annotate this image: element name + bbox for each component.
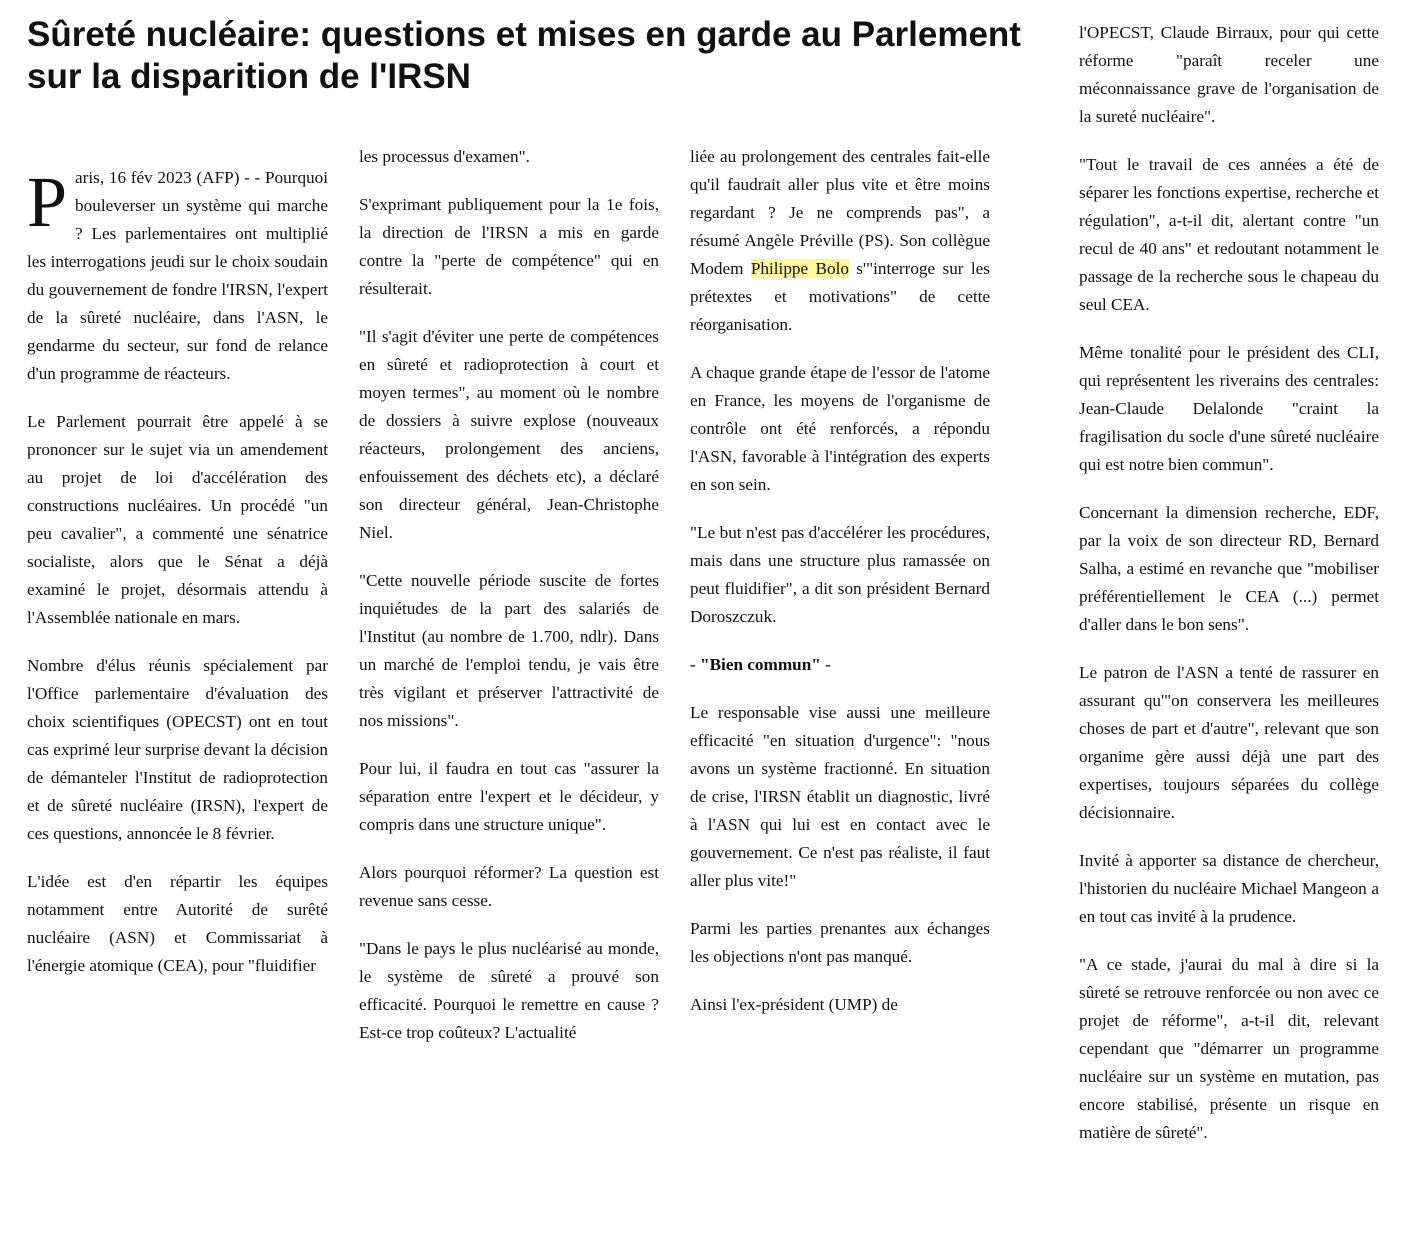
paragraph: Pour lui, il faudra en tout cas "assurer la séparation entre l'expert et le décideur, y compris dans une structure unique". xyxy=(359,759,659,834)
paragraph: A chaque grande étape de l'essor de l'atome en France, les moyens de l'organisme de contrôle ont été renforcés, a répondu l'ASN, favorable à l'intégration des experts en son sein. xyxy=(690,363,990,494)
paragraph: "Dans le pays le plus nucléarisé au monde, le système de sûreté a prouvé son efficacité. Pourquoi le remettre en cause ? Est-ce trop coûteux? L'actualité xyxy=(359,939,659,1042)
paragraph: "Tout le travail de ces années a été de séparer les fonctions expertise, recherche et régulation", a-t-il dit, alertant contre "un recul de 40 ans" et redoutant notamment le passage de la recherche sous le chapeau du seul CEA. xyxy=(1079,155,1379,314)
paragraph: Le responsable vise aussi une meilleure efficacité "en situation d'urgence": "nous avons un système fractionné. En situation de crise, l'IRSN établit un diagnostic, livré à l'ASN qui lui est en contact avec le gouvernement. Ce n'est pas réaliste, il faut aller plus vite!" xyxy=(690,703,990,890)
paragraph: S'exprimant publiquement pour la 1e fois, la direction de l'IRSN a mis en garde contre la "perte de compétence" qui en résulterait. xyxy=(359,195,659,298)
text-run: s'"interroge sur les prétextes et motivations" de cette réorganisation. xyxy=(690,259,990,334)
article-column-3 xyxy=(690,143,990,1039)
paragraph: Même tonalité pour le président des CLI, qui représentent les riverains des centrales: Jean-Claude Delalonde "craint la fragilisation du socle d'une sûreté nucléaire qui est notre bien commun". xyxy=(1079,343,1379,474)
lead-text: aris, 16 fév 2023 (AFP) - - Pourquoi bouleverser un système qui marche ? Les parlementaires ont multiplié les interrogations jeudi sur le choix soudain du gouvernement de fondre l'IRSN, l'expert de la sûreté nucléaire, dans l'ASN, le gendarme du secteur, sur fond de relance d'un programme de réacteurs. xyxy=(27,168,328,383)
paragraph xyxy=(690,143,990,339)
drop-cap: P xyxy=(27,162,68,242)
paragraph: "Cette nouvelle période suscite de fortes inquiétudes de la part des salariés de l'Institut (au nombre de 1.700, ndlr). Dans un marché de l'emploi tendu, je vais être très vigilant et préserver l'attractivité de nos missions". xyxy=(359,571,659,730)
article-column-4 xyxy=(1079,19,1379,1167)
article-column-2 xyxy=(359,143,659,1067)
subheading-suffix: - xyxy=(820,655,831,674)
paragraph: Alors pourquoi réformer? La question est revenue sans cesse. xyxy=(359,863,659,910)
article-column-1 xyxy=(27,164,328,1000)
highlighted-name: Philippe Bolo xyxy=(750,259,849,278)
paragraph: Concernant la dimension recherche, EDF, par la voix de son directeur RD, Bernard Salha, a estimé en revanche que "mobiliser préférentiellement le CEA (...) permet d'aller dans le bon sens". xyxy=(1079,503,1379,634)
paragraph: Ainsi l'ex-président (UMP) de xyxy=(690,995,898,1014)
section-subheading xyxy=(690,651,990,679)
paragraph: Parmi les parties prenantes aux échanges les objections n'ont pas manqué. xyxy=(690,919,990,966)
paragraph: Invité à apporter sa distance de chercheur, l'historien du nucléaire Michael Mangeon a en tout cas invité à la prudence. xyxy=(1079,851,1379,926)
lead-paragraph xyxy=(27,164,328,388)
paragraph: L'idée est d'en répartir les équipes notamment entre Autorité de surêté nucléaire (ASN) et Commissariat à l'énergie atomique (CEA), pour "fluidifier xyxy=(27,872,328,975)
paragraph: "Il s'agit d'éviter une perte de compétences en sûreté et radioprotection à court et moyen termes", au moment où le nombre de dossiers à suivre explose (nouveaux réacteurs, prolongement des anciens, enfouissement des déchets etc), a déclaré son directeur général, Jean-Christophe Niel. xyxy=(359,327,659,542)
paragraph: les processus d'examen". xyxy=(359,147,530,166)
article-headline: Sûreté nucléaire: questions et mises en garde au Parlement sur la disparition de l'IRSN xyxy=(27,15,1021,96)
paragraph: Le patron de l'ASN a tenté de rassurer en assurant qu'"on conservera les meilleures choses de part et d'autre", relevant que son organime gère aussi déjà une part des expertises, toujours séparées du collège décisionnaire. xyxy=(1079,663,1379,822)
subheading-prefix: - xyxy=(690,655,701,674)
paragraph: l'OPECST, Claude Birraux, pour qui cette réforme "paraît receler une méconnaissance grave de l'organisation de la sureté nucléaire". xyxy=(1079,23,1379,126)
paragraph: Le Parlement pourrait être appelé à se prononcer sur le sujet via un amendement au projet de loi d'accélération des constructions nucléaires. Un procédé "un peu cavalier", a commenté une sénatrice socialiste, alors que le Sénat a déjà examiné le projet, désormais attendu à l'Assemblée nationale en mars. xyxy=(27,412,328,627)
paragraph: Nombre d'élus réunis spécialement par l'Office parlementaire d'évaluation des choix scientifiques (OPECST) ont en tout cas exprimé leur surprise devant la décision de démanteler l'Institut de radioprotection et de sûreté nucléaire (IRSN), l'expert de ces questions, annoncée le 8 février. xyxy=(27,656,328,843)
text-run: liée au prolongement des centrales fait-elle qu'il faudrait aller plus vite et être moins regardant ? Je ne comprends pas", a résumé Angèle Préville (PS). Son collègue Modem xyxy=(690,147,990,278)
subheading-title: "Bien commun" xyxy=(700,655,821,674)
paragraph: "A ce stade, j'aurai du mal à dire si la sûreté se retrouve renforcée ou non avec ce projet de réforme", a-t-il dit, relevant cependant que "démarrer un programme nucléaire sur un système en mutation, pas encore stabilisé, présente un risque en matière de sûreté". xyxy=(1079,955,1379,1142)
paragraph: "Le but n'est pas d'accélérer les procédures, mais dans une structure plus ramassée on peut fluidifier", a dit son président Bernard Doroszczuk. xyxy=(690,523,990,626)
